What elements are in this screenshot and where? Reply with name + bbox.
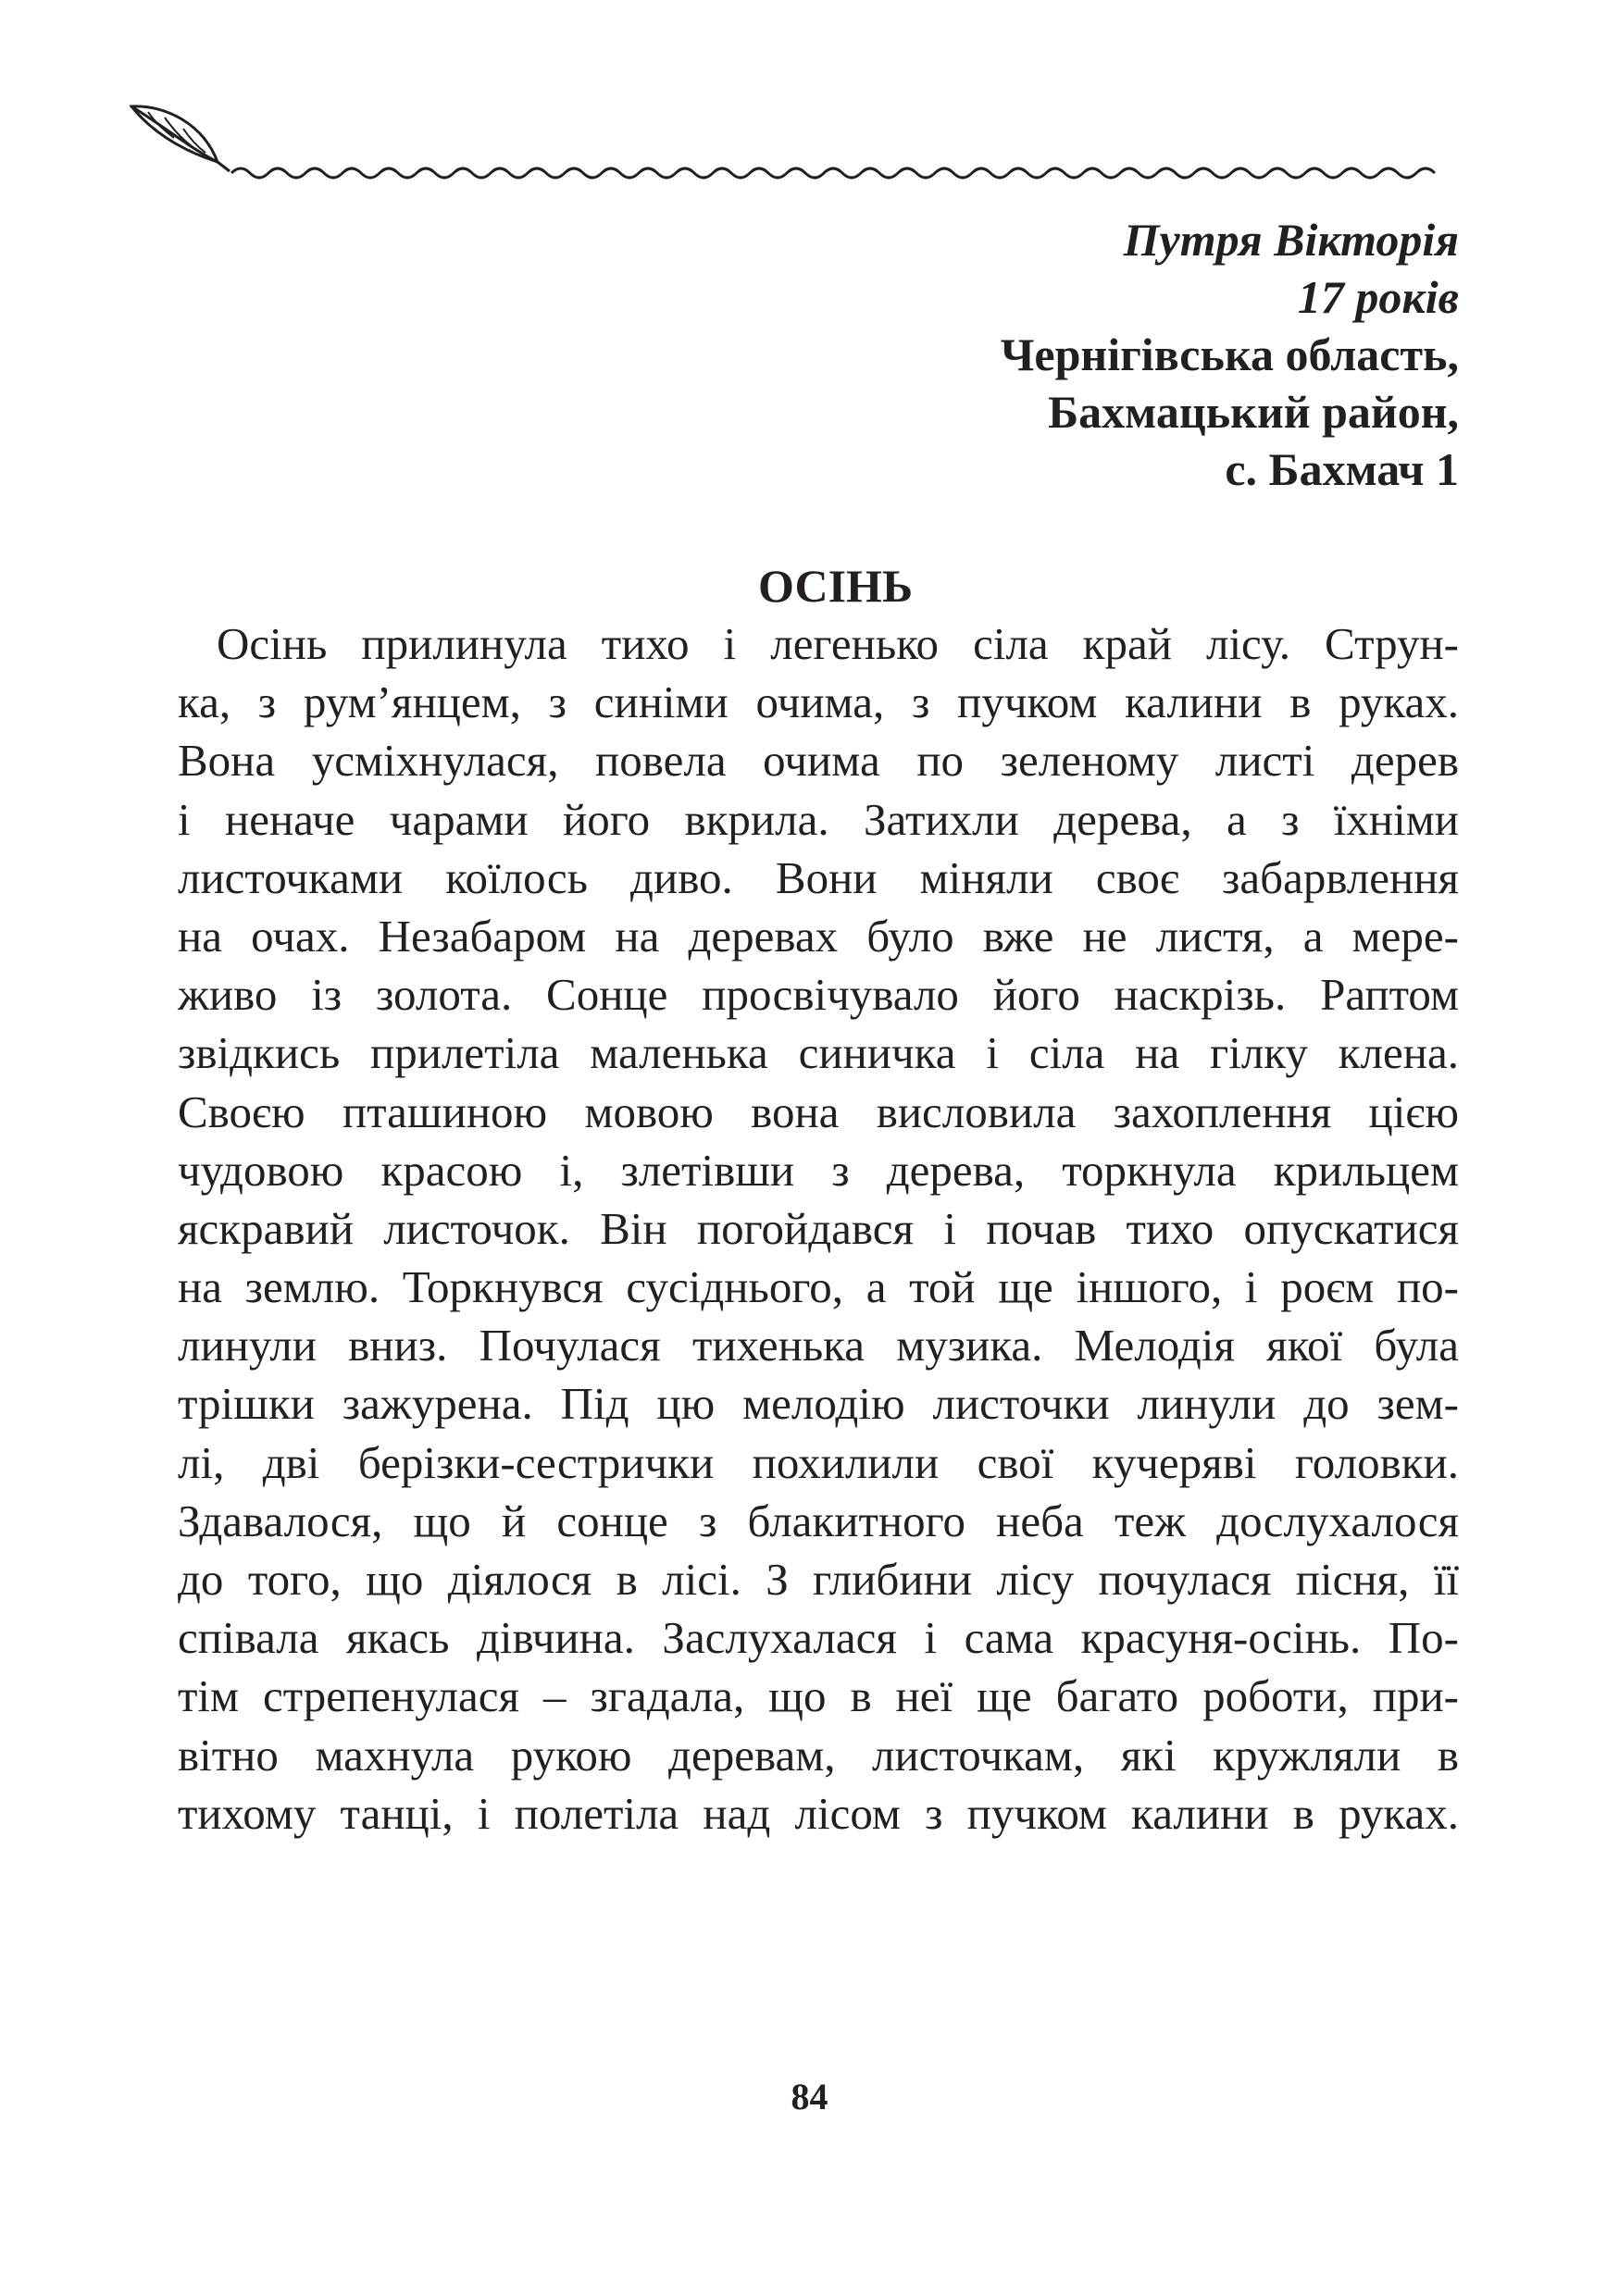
- body-line: вітно махнула рукою деревам, листочкам, які кружляли в: [178, 1729, 1459, 1781]
- body-line: яскравий листочок. Він погойдався і почав тихо опускатися: [178, 1202, 1459, 1254]
- author-village: с. Бахмач 1: [1225, 443, 1459, 495]
- body-line: Своєю пташиною мовою вона висловила захоплення цією: [178, 1086, 1459, 1137]
- body-line: живо із золота. Сонце просвічувало його наскрізь. Раптом: [178, 969, 1459, 1021]
- body-line: лі, дві берізки-сестрички похилили свої кучеряві головки.: [178, 1436, 1459, 1488]
- feather-pen-icon: [130, 97, 1472, 199]
- body-line: тім стрепенулася – згадала, що в неї ще багато роботи, при-: [178, 1670, 1459, 1722]
- body-line: звідкись прилетіла маленька синичка і сіла на гілку клена.: [178, 1027, 1459, 1079]
- story-title: ОСІНЬ: [757, 560, 914, 612]
- body-line: Осінь прилинула тихо і легенько сіла край лісу. Струн-: [217, 618, 1459, 669]
- body-line: тихому танці, і полетіла над лісом з пучком калини в руках.: [178, 1787, 1459, 1839]
- author-district: Бахмацький район,: [1048, 386, 1459, 438]
- author-region: Чернігівська область,: [1000, 329, 1459, 380]
- body-line: до того, що діялося в лісі. З глибини лісу почулася пісня, її: [178, 1554, 1459, 1605]
- body-line: на очах. Незабаром на деревах було вже не листя, а мере-: [178, 910, 1459, 962]
- body-line: трішки зажурена. Під цю мелодію листочки линули до зем-: [178, 1378, 1459, 1430]
- body-line: і неначе чарами його вкрила. Затихли дерева, а з їхніми: [178, 793, 1459, 845]
- page-number: 84: [791, 2076, 828, 2117]
- body-line: чудовою красою і, злетівши з дерева, торкнула крильцем: [178, 1144, 1459, 1196]
- body-line: линули вниз. Почулася тихенька музика. Мелодія якої була: [178, 1320, 1459, 1371]
- story-body: [178, 614, 1459, 1843]
- author-block: [626, 211, 1459, 498]
- body-line: на землю. Торкнувся сусіднього, а той ще іншого, і роєм по-: [178, 1261, 1459, 1313]
- body-line: Здавалося, що й сонце з блакитного неба теж дослухалося: [178, 1495, 1459, 1546]
- body-line: співала якась дівчина. Заслухалася і сама красуня-осінь. По-: [178, 1612, 1459, 1664]
- author-name: Путря Вікторія: [1123, 214, 1459, 266]
- body-line: Вона усміхнулася, повела очима по зеленому листі дерев: [178, 735, 1459, 787]
- author-age: 17 років: [1297, 271, 1459, 323]
- body-line: листочками коїлось диво. Вони міняли своє забарвлення: [178, 851, 1459, 903]
- body-line: ка, з рум’янцем, з синіми очима, з пучком калини в руках.: [178, 676, 1459, 728]
